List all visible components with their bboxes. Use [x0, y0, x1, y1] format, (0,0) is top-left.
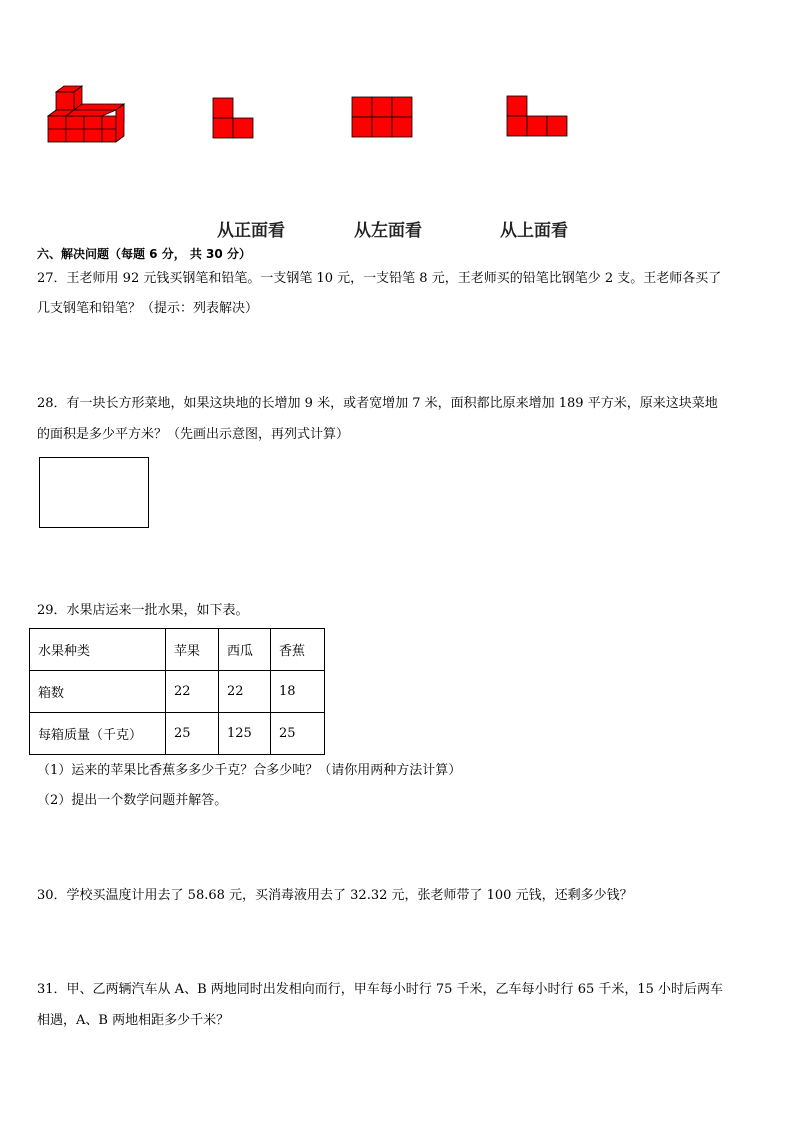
- table-cell: 25: [271, 713, 325, 755]
- left-view-figure: [351, 96, 413, 138]
- question-31-line-1: 31．甲、乙两辆汽车从 A、B 两地同时出发相向而行，甲车每小时行 75 千米，乙车每小时行 65 千米，15 小时后两车: [37, 982, 724, 997]
- section-title: 六、解决问题（每题 6 分， 共 30 分）: [37, 247, 251, 261]
- table-cell: 每箱质量（千克）: [30, 713, 166, 755]
- table-header-cell: 水果种类: [30, 629, 166, 671]
- table-cell: 25: [166, 713, 219, 755]
- table-cell: 22: [219, 671, 271, 713]
- question-27-line-1: 27．王老师用 92 元钱买钢笔和铅笔。一支钢笔 10 元，一支铅笔 8 元，王老师买的铅笔比钢笔少 2 支。王老师各买了: [37, 271, 722, 286]
- cube-stack-3d-figure: [44, 84, 126, 146]
- question-29-sub-1: （1）运来的苹果比香蕉多多少千克？合多少吨？（请你用两种方法计算）: [37, 763, 462, 778]
- table-cell: 18: [271, 671, 325, 713]
- view-label-left: 从左面看: [354, 221, 422, 241]
- top-view-figure: [506, 95, 568, 137]
- table-header-cell: 西瓜: [219, 629, 271, 671]
- question-31-line-2: 相遇，A、B 两地相距多少千米？: [37, 1013, 230, 1028]
- view-label-top: 从上面看: [500, 221, 568, 241]
- question-30: 30．学校买温度计用去了 58.68 元，买消毒液用去了 32.32 元，张老师带了 100 元钱，还剩多少钱？: [37, 888, 633, 903]
- table-cell: 125: [219, 713, 271, 755]
- question-29-sub-2: （2）提出一个数学问题并解答。: [37, 793, 228, 808]
- table-header-row: [30, 629, 325, 671]
- question-29-intro: 29．水果店运来一批水果，如下表。: [37, 603, 249, 618]
- view-label-front: 从正面看: [217, 221, 285, 241]
- table-cell: 22: [166, 671, 219, 713]
- question-28-line-1: 28．有一块长方形菜地，如果这块地的长增加 9 米，或者宽增加 7 米，面积都比原来增加 189 平方米，原来这块菜地: [37, 396, 718, 411]
- table-row: [30, 671, 325, 713]
- table-row: [30, 713, 325, 755]
- table-header-cell: 香蕉: [271, 629, 325, 671]
- table-header-cell: 苹果: [166, 629, 219, 671]
- fruit-table: [29, 628, 325, 755]
- sketch-rectangle: [39, 457, 149, 528]
- question-27-line-2: 几支钢笔和铅笔？（提示：列表解决）: [37, 301, 259, 316]
- question-28-line-2: 的面积是多少平方米？（先画出示意图，再列式计算）: [37, 427, 350, 442]
- front-view-figure: [212, 97, 256, 139]
- table-cell: 箱数: [30, 671, 166, 713]
